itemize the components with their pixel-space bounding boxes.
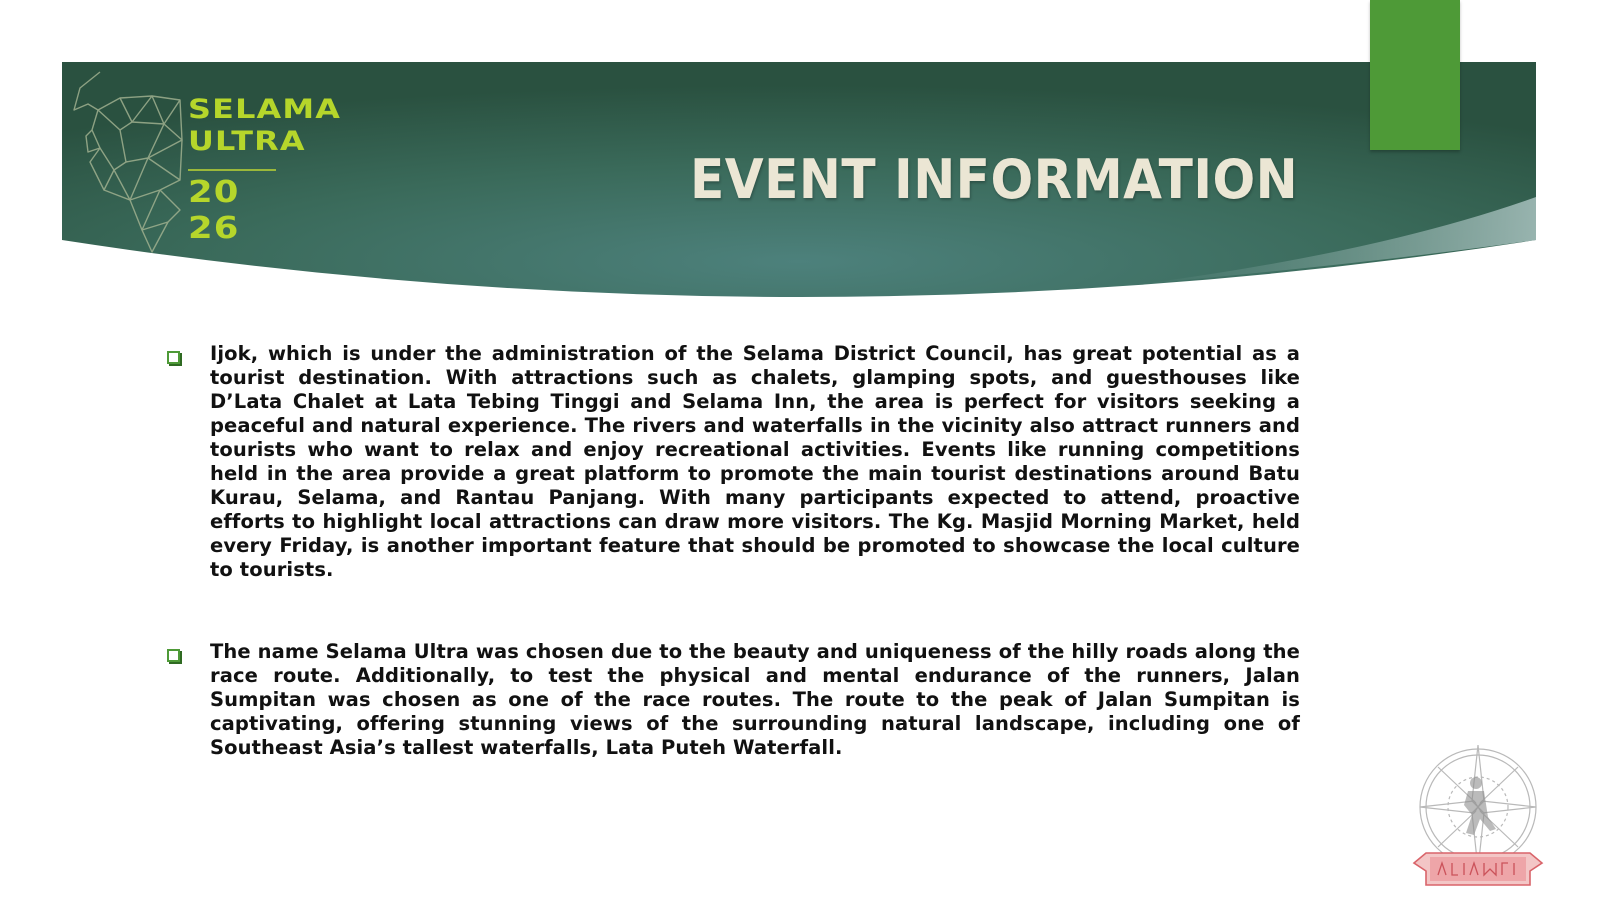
square-bullet-icon: [167, 649, 180, 662]
logo-title-line2: ULTRA: [188, 126, 306, 157]
accent-tab: [1370, 0, 1460, 150]
bullet-list: [165, 342, 1300, 760]
logo-year-top: 20: [188, 175, 240, 210]
selama-ultra-logo: [70, 70, 370, 255]
bull-head-wireframe-icon: [70, 70, 190, 255]
bullet-paragraph: The name Selama Ultra was chosen due to the beauty and uniqueness of the hilly roads along the race route. Additionally, to test the physical and mental endurance of the runners, Jalan Sumpitan was chosen as one of the race routes. The route to the peak of Jalan Sumpitan is captivating, offering stunning views of the surrounding natural landscape, including one of Southeast Asia’s tallest waterfalls, Lata Puteh Waterfall.: [210, 640, 1300, 759]
logo-divider: [188, 169, 276, 171]
bullet-item: [165, 640, 1300, 760]
logo-year-bottom: 26: [188, 211, 240, 246]
logo-title-line1: SELAMA: [188, 94, 342, 125]
bullet-item: [165, 342, 1300, 582]
compass-runner-seal-icon: [1404, 745, 1562, 895]
bullet-paragraph: Ijok, which is under the administration of the Selama District Council, has great potential as a tourist destination. With attractions such as chalets, glamping spots, and guesthouses like D’Lata Chalet at Lata Tebing Tinggi and Selama Inn, the area is perfect for visitors seeking a peaceful and natural experience. The rivers and waterfalls in the vicinity also attract runners and tourists who want to relax and enjoy recreational activities. Events like running competitions held in the area provide a great platform to promote the main tourist destinations around Batu Kurau, Selama, and Rantau Panjang. With many participants expected to attend, proactive efforts to highlight local attractions can draw more visitors. The Kg. Masjid Morning Market, held every Friday, is another important feature that should be promoted to showcase the local culture to tourists.: [210, 342, 1300, 581]
page-title: EVENT INFORMATION: [690, 148, 1299, 211]
square-bullet-icon: [167, 351, 180, 364]
